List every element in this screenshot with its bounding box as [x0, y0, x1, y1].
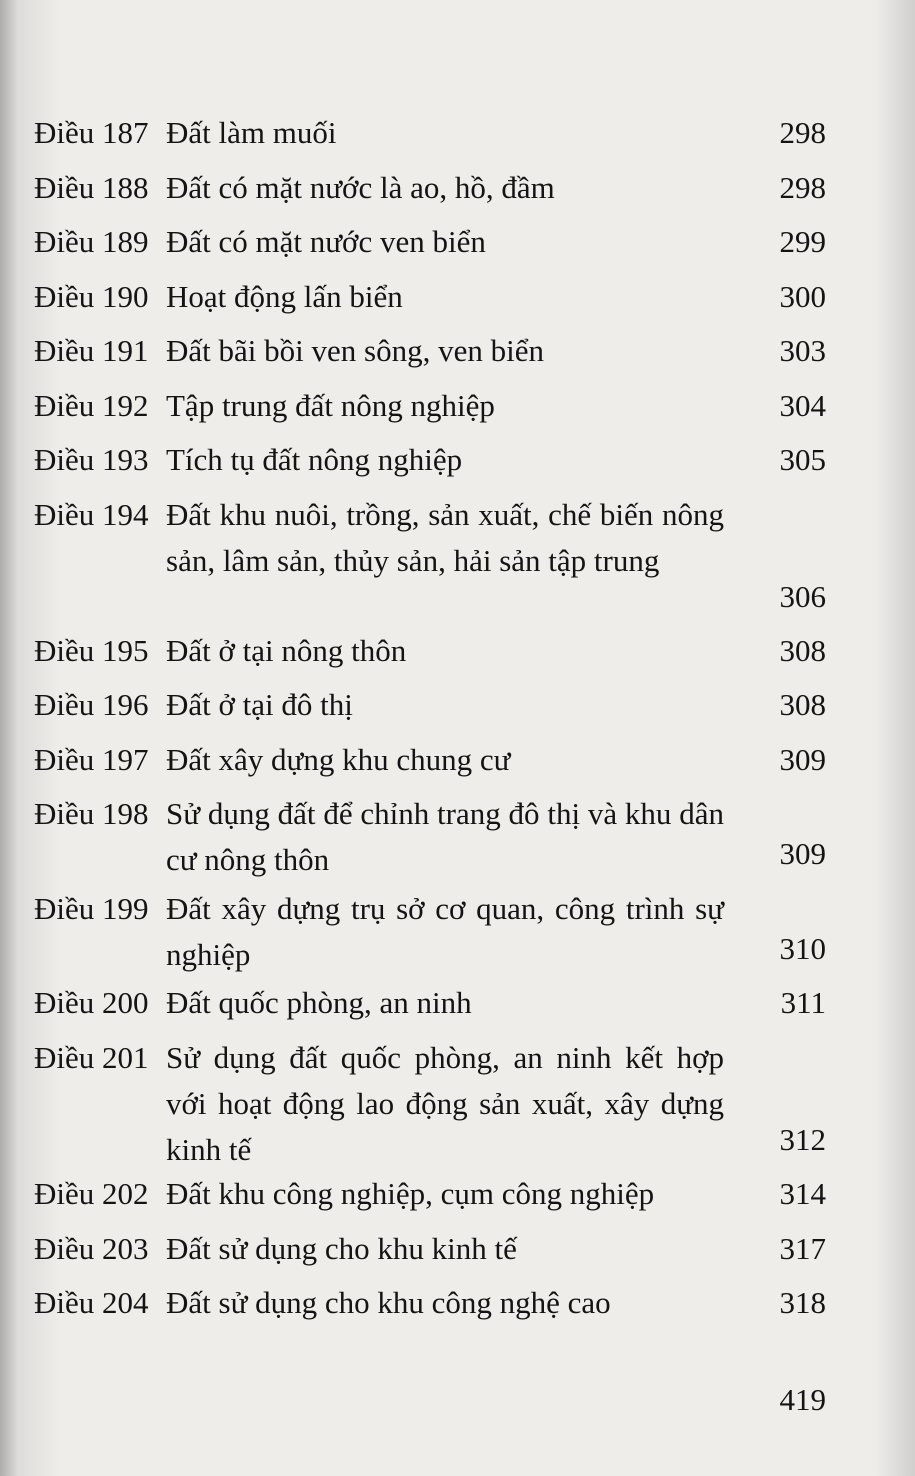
article-title: Đất ở tại nông thôn	[166, 633, 407, 668]
article-title: Đất bãi bồi ven sông, ven biển	[166, 333, 544, 368]
article-title: Đất khu công nghiệp, cụm công nghiệp	[166, 1176, 655, 1211]
page-number: 308	[779, 687, 826, 722]
page-number: 304	[779, 388, 826, 423]
page-number: 306	[779, 579, 826, 614]
article-number: Điều 193	[34, 442, 149, 477]
article-title: Đất sử dụng cho khu kinh tế	[166, 1231, 517, 1266]
article-title: Hoạt động lấn biển	[166, 279, 403, 314]
page-number: 300	[779, 279, 826, 314]
article-number: Điều 204	[34, 1285, 149, 1320]
page-number: 317	[779, 1231, 826, 1266]
article-number: Điều 201	[34, 1040, 149, 1075]
page-number: 303	[779, 333, 826, 368]
folio-page-number: 419	[779, 1382, 826, 1417]
article-number: Điều 197	[34, 742, 149, 777]
article-number: Điều 194	[34, 497, 149, 532]
article-number: Điều 203	[34, 1231, 149, 1266]
article-title: Đất ở tại đô thị	[166, 687, 353, 722]
page-number: 308	[779, 633, 826, 668]
article-title: Đất làm muối	[166, 115, 337, 150]
article-number: Điều 200	[34, 985, 149, 1020]
page-number: 318	[779, 1285, 826, 1320]
page-number: 309	[779, 836, 826, 871]
article-number: Điều 195	[34, 633, 149, 668]
article-number: Điều 187	[34, 115, 149, 150]
article-title: Đất có mặt nước ven biển	[166, 224, 486, 259]
article-number: Điều 192	[34, 388, 149, 423]
article-title: Tích tụ đất nông nghiệp	[166, 442, 463, 477]
page-number: 305	[779, 442, 826, 477]
article-title: Đất xây dựng khu chung cư	[166, 742, 511, 777]
article-title: Đất khu nuôi, trồng, sản xuất, chế biến nông sản, lâm sản, thủy sản, hải sản tập trung	[166, 497, 724, 578]
article-title: Tập trung đất nông nghiệp	[166, 388, 495, 423]
article-title: Sử dụng đất để chỉnh trang đô thị và khu dân cư nông thôn	[166, 796, 724, 877]
article-number: Điều 189	[34, 224, 149, 259]
page-number: 298	[779, 170, 826, 205]
article-number: Điều 191	[34, 333, 149, 368]
article-title: Đất sử dụng cho khu công nghệ cao	[166, 1285, 611, 1320]
article-number: Điều 196	[34, 687, 149, 722]
page-number: 312	[779, 1122, 826, 1157]
page-number: 310	[779, 931, 826, 966]
page-number: 314	[779, 1176, 826, 1211]
page-number: 299	[779, 224, 826, 259]
page-number: 311	[780, 985, 826, 1020]
page-number: 298	[779, 115, 826, 150]
article-title: Đất có mặt nước là ao, hồ, đầm	[166, 170, 555, 205]
article-number: Điều 199	[34, 891, 149, 926]
page-number: 309	[779, 742, 826, 777]
article-title: Đất quốc phòng, an ninh	[166, 985, 472, 1020]
article-number: Điều 190	[34, 279, 149, 314]
article-title: Sử dụng đất quốc phòng, an ninh kết hợp với hoạt động lao động sản xuất, xây dựng kinh tế	[166, 1040, 724, 1167]
article-number: Điều 202	[34, 1176, 149, 1211]
article-title: Đất xây dựng trụ sở cơ quan, công trình sự nghiệp	[166, 891, 724, 972]
article-number: Điều 188	[34, 170, 149, 205]
article-number: Điều 198	[34, 796, 149, 831]
